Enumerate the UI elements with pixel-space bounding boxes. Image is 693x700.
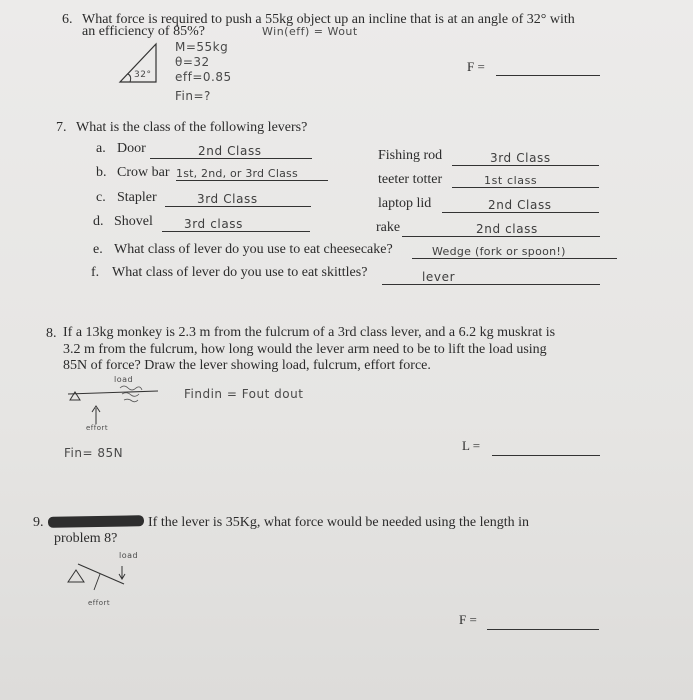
q7-item-d-letter: d. xyxy=(93,214,104,229)
q9-answer-label: F = xyxy=(459,612,477,627)
q8-line2: 3.2 m from the fulcrum, how long would the lever arm need to be to lift the load using xyxy=(63,342,547,357)
q8-lever-sketch xyxy=(62,384,172,432)
q7-item-c-letter: c. xyxy=(96,190,106,205)
q7-item-f-text: What class of lever do you use to eat skittles? xyxy=(112,265,368,280)
q8-sketch-effort-label: effort xyxy=(86,424,109,432)
q7-item-b-letter: b. xyxy=(96,165,107,180)
q7-item-f-answer: lever xyxy=(382,270,600,285)
q6-given-mass: M=55kg xyxy=(175,40,229,54)
q6-given-efficiency: eff=0.85 xyxy=(175,70,232,84)
q6-text-line1: What force is required to push a 55kg object up an incline that is at an angle of 32° with xyxy=(82,12,575,27)
q6-text-line2: an efficiency of 85%? xyxy=(82,24,205,39)
q7-laptop-lid-answer: 2nd Class xyxy=(442,198,599,213)
q8-work-equation: Findin = Fout dout xyxy=(184,387,304,401)
q7-item-d-answer: 3rd class xyxy=(162,217,310,232)
q7-rake-answer: 2nd class xyxy=(402,222,600,237)
q7-item-e-text: What class of lever do you use to eat cheesecake? xyxy=(114,242,393,257)
q8-answer-line xyxy=(492,455,600,456)
q8-sketch-load-label: load xyxy=(114,375,134,384)
q6-answer-label: F = xyxy=(467,59,485,74)
q6-answer-line xyxy=(496,75,600,76)
q7-item-a-name: Door xyxy=(117,141,146,156)
q9-number: 9. xyxy=(33,515,44,530)
q6-given-fin: Fin=? xyxy=(175,89,211,103)
q7-item-e-letter: e. xyxy=(93,242,103,257)
q6-angle-label: 32° xyxy=(134,70,152,80)
q7-number: 7. xyxy=(56,120,67,135)
q7-item-c-name: Stapler xyxy=(117,190,157,205)
q8-number: 8. xyxy=(46,326,57,341)
q7-teeter-totter-answer: 1st class xyxy=(452,174,599,188)
q9-answer-line xyxy=(487,629,599,630)
q8-work-fin: Fin= 85N xyxy=(64,446,124,460)
q7-item-e-answer: Wedge (fork or spoon!) xyxy=(412,245,617,259)
q9-text-line1: If the lever is 35Kg, what force would be needed using the length in xyxy=(148,515,530,530)
q7-prompt: What is the class of the following levers? xyxy=(76,120,308,135)
q7-rake-name: rake xyxy=(376,220,401,235)
q7-item-d-name: Shovel xyxy=(114,214,153,229)
q7-item-a-letter: a. xyxy=(96,141,106,156)
q9-redaction-bar xyxy=(48,515,144,528)
q7-item-b-name: Crow bar xyxy=(117,165,170,180)
q8-load-scribble-icon xyxy=(120,386,142,402)
q8-line3: 85N of force? Draw the lever showing load, fulcrum, effort force. xyxy=(63,358,431,373)
q7-item-f-letter: f. xyxy=(91,265,100,280)
q9-sketch-effort-label: effort xyxy=(88,599,111,607)
q8-line1: If a 13kg monkey is 2.3 m from the fulcrum of a 3rd class lever, and a 6.2 kg muskrat is xyxy=(63,325,556,340)
q7-item-a-answer: 2nd Class xyxy=(150,144,312,159)
q6-given-angle: θ=32 xyxy=(175,55,210,69)
q7-item-b-answer: 1st, 2nd, or 3rd Class xyxy=(176,167,328,181)
q7-item-c-answer: 3rd Class xyxy=(165,192,311,207)
q9-text-line2: problem 8? xyxy=(54,531,118,546)
q6-work-equation: Win(eff) = Wout xyxy=(262,25,358,38)
q7-fishing-rod-answer: 3rd Class xyxy=(452,151,599,166)
q7-fishing-rod-name: Fishing rod xyxy=(378,148,443,163)
q8-answer-label: L = xyxy=(462,438,481,453)
q7-teeter-totter-name: teeter totter xyxy=(378,172,443,187)
q6-number: 6. xyxy=(62,12,73,27)
q9-sketch-load-label: load xyxy=(119,551,139,560)
q7-laptop-lid-name: laptop lid xyxy=(378,196,432,211)
